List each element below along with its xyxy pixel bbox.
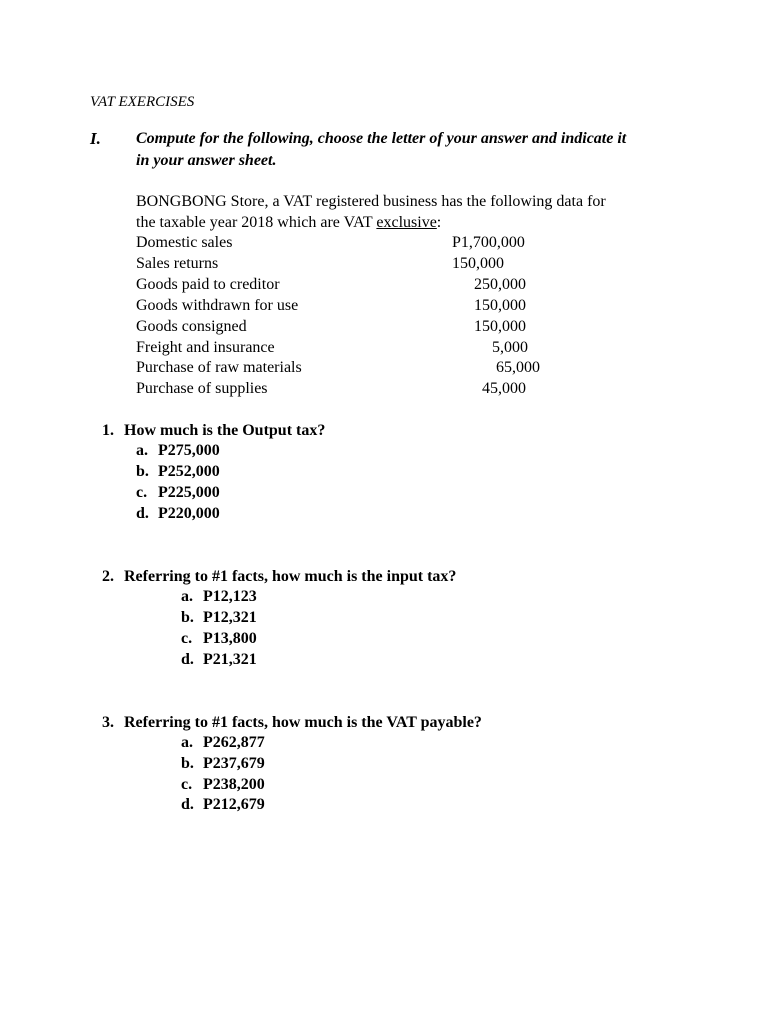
option-text: P252,000 <box>158 463 220 480</box>
option-letter: a. <box>181 588 193 605</box>
intro-line1: BONGBONG Store, a VAT registered business has the following data for <box>136 193 606 210</box>
option-letter: c. <box>181 630 193 647</box>
question-text: How much is the Output tax? <box>124 422 326 439</box>
data-label: Goods paid to creditor <box>136 276 280 293</box>
option-letter: c. <box>136 484 148 501</box>
data-label: Goods consigned <box>136 318 247 335</box>
data-value: P1,700,000 <box>452 234 525 251</box>
option-text: P262,877 <box>203 734 265 751</box>
option-letter: d. <box>136 505 149 522</box>
data-value: 150,000 <box>474 318 526 335</box>
section-number: I. <box>90 129 101 148</box>
option-text: P12,321 <box>203 609 257 626</box>
data-label: Freight and insurance <box>136 339 275 356</box>
option-text: P12,123 <box>203 588 257 605</box>
option-letter: a. <box>136 442 148 459</box>
data-row <box>136 275 616 295</box>
data-row <box>136 296 616 316</box>
question-text: Referring to #1 facts, how much is the input tax? <box>124 568 457 585</box>
data-row <box>136 233 616 253</box>
option-text: P275,000 <box>158 442 220 459</box>
data-row <box>136 254 616 274</box>
question-number: 3. <box>102 714 114 731</box>
option-letter: c. <box>181 776 193 793</box>
intro-line2 <box>136 213 441 233</box>
option-text: P238,200 <box>203 776 265 793</box>
data-label: Purchase of supplies <box>136 380 268 397</box>
data-row <box>136 317 616 337</box>
data-label: Domestic sales <box>136 234 233 251</box>
option-letter: b. <box>181 609 194 626</box>
option-text: P13,800 <box>203 630 257 647</box>
question-number: 2. <box>102 568 114 585</box>
section-instruction-line1: Compute for the following, choose the letter of your answer and indicate it <box>136 130 627 147</box>
option-letter: d. <box>181 651 194 668</box>
data-row <box>136 338 616 358</box>
option-letter: b. <box>181 755 194 772</box>
intro-exclusive-underlined: exclusive <box>376 214 437 231</box>
data-row <box>136 358 616 378</box>
option-text: P21,321 <box>203 651 257 668</box>
data-label: Purchase of raw materials <box>136 359 302 376</box>
data-value: 150,000 <box>452 255 504 272</box>
option-letter: b. <box>136 463 149 480</box>
question-text: Referring to #1 facts, how much is the VAT payable? <box>124 714 482 731</box>
data-value: 65,000 <box>496 359 540 376</box>
intro-line2-prefix: the taxable year 2018 which are VAT <box>136 214 377 231</box>
data-value: 45,000 <box>482 380 526 397</box>
question-number: 1. <box>102 422 114 439</box>
data-row <box>136 379 616 399</box>
data-label: Sales returns <box>136 255 219 272</box>
option-text: P220,000 <box>158 505 220 522</box>
data-value: 150,000 <box>474 297 526 314</box>
data-value: 5,000 <box>492 339 528 356</box>
option-text: P237,679 <box>203 755 265 772</box>
data-value: 250,000 <box>474 276 526 293</box>
option-text: P212,679 <box>203 796 265 813</box>
option-letter: a. <box>181 734 193 751</box>
option-letter: d. <box>181 796 194 813</box>
document-header: VAT EXERCISES <box>90 94 195 110</box>
option-text: P225,000 <box>158 484 220 501</box>
intro-line2-suffix: : <box>436 214 442 231</box>
section-instruction-line2: in your answer sheet. <box>136 152 277 169</box>
data-label: Goods withdrawn for use <box>136 297 299 314</box>
